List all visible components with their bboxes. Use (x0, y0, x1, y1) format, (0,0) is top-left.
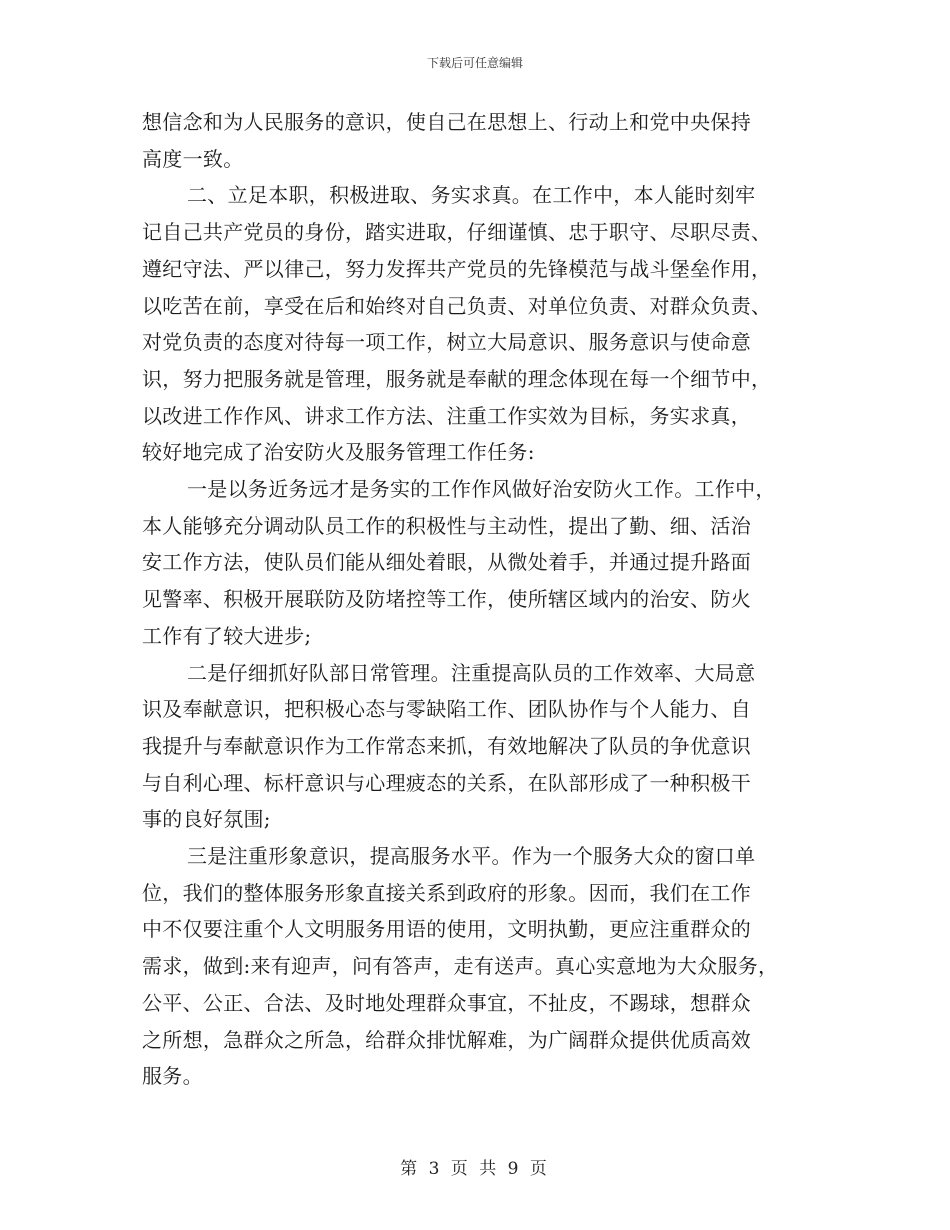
text-line: 高度一致。 (142, 146, 244, 171)
text-line: 记自己共产党员的身份，踏实进取，仔细谨慎、忠于职守、尽职尽责、 (142, 220, 772, 245)
paragraph-start-line: 一是以务近务远才是务实的工作作风做好治安防火工作。工作中， (187, 477, 776, 502)
text-line: 需求，做到:来有迎声，问有答声，走有送声。真心实意地为大众服务， (142, 954, 779, 979)
paragraph-start-line: 二、立足本职，积极进取、务实求真。在工作中，本人能时刻牢 (187, 183, 756, 208)
text-line: 之所想，急群众之所急，给群众排忧解难，为广阔群众提供优质高效 (142, 1027, 751, 1052)
text-line: 较好地完成了治安防火及服务管理工作任务: (142, 440, 535, 465)
paragraph-start-line: 三是注重形象意识，提高服务水平。作为一个服务大众的窗口单 (187, 844, 756, 869)
text-line: 安工作方法，使队员们能从细处着眼，从微处着手，并通过提升路面 (142, 550, 751, 575)
text-line: 公平、公正、合法、及时地处理群众事宜，不扯皮，不踢球，想群众 (142, 990, 751, 1015)
text-line: 识及奉献意识，把积极心态与零缺陷工作、团队协作与个人能力、自 (142, 697, 751, 722)
body-text (142, 104, 822, 1095)
text-line: 我提升与奉献意识作为工作常态来抓，有效地解决了队员的争优意识 (142, 733, 751, 758)
text-line: 对党负责的态度对待每一项工作，树立大局意识、服务意识与使命意 (142, 330, 751, 355)
text-line: 与自利心理、标杆意识与心理疲态的关系，在队部形成了一种积极干 (142, 770, 751, 795)
text-line: 以改进工作作风、讲求工作方法、注重工作实效为目标，务实求真， (142, 403, 751, 428)
text-line: 想信念和为人民服务的意识，使自己在思想上、行动上和党中央保持 (142, 110, 751, 134)
header-note: 下载后可任意编辑 (426, 56, 523, 70)
paragraph-start-line: 二是仔细抓好队部日常管理。注重提高队员的工作效率、大局意 (187, 660, 756, 685)
text-line: 以吃苦在前，享受在后和始终对自己负责、对单位负责、对群众负责、 (142, 293, 772, 318)
text-line: 遵纪守法、严以律己，努力发挥共产党员的先锋模范与战斗堡垒作用， (142, 256, 772, 281)
text-line: 中不仅要注重个人文明服务用语的使用，文明执勤，更应注重群众的 (142, 917, 751, 942)
text-line: 本人能够充分调动队员工作的积极性与主动性，提出了勤、细、活治 (142, 513, 751, 538)
text-line: 识，努力把服务就是管理，服务就是奉献的理念体现在每一个细节中， (142, 366, 772, 391)
text-line: 见警率、积极开展联防及防堵控等工作，使所辖区域内的治安、防火 (142, 587, 751, 612)
text-line: 服务。 (142, 1064, 203, 1089)
page-number: 第 3 页 共 9 页 (400, 1159, 550, 1179)
text-line: 位，我们的整体服务形象直接关系到政府的形象。因而，我们在工作 (142, 880, 751, 905)
text-line: 工作有了较大进步; (142, 623, 312, 648)
text-line: 事的良好氛围; (142, 807, 271, 832)
